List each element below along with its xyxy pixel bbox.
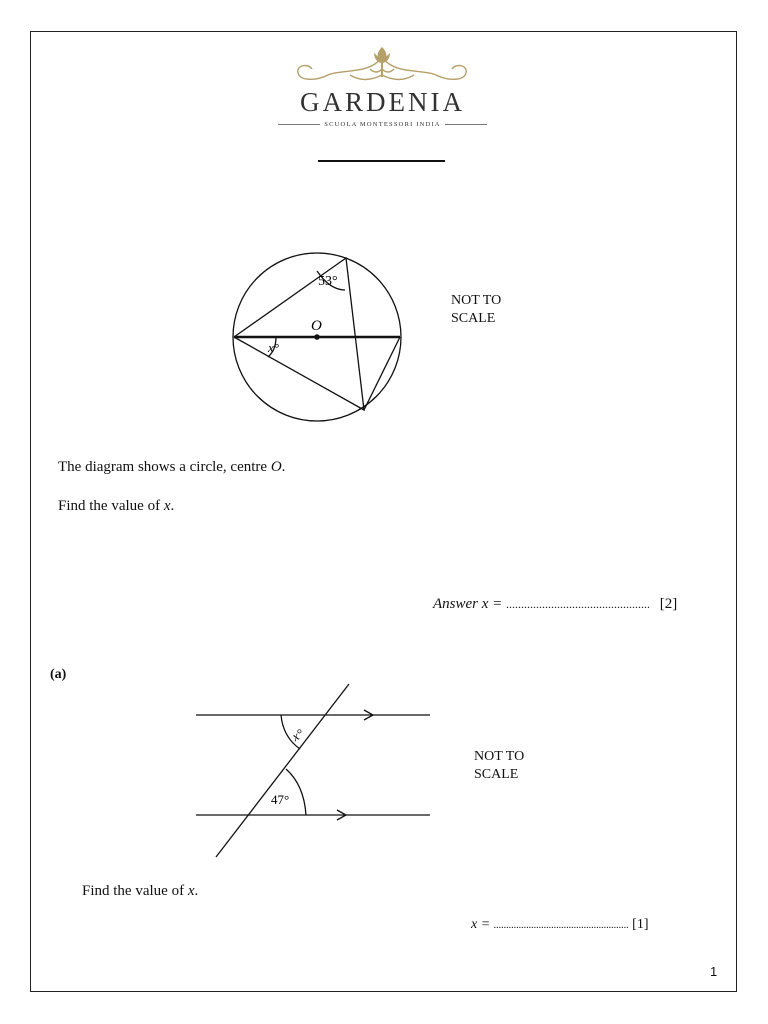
q2-find-end: . [194,883,199,899]
not-to-scale-line-4: SCALE [474,767,519,782]
logo-name: GARDENIA [300,87,465,117]
q2-part-label: (a) [50,667,67,682]
q1-answer-line [433,597,677,612]
q1-find [58,499,174,514]
title-underline [318,160,445,162]
centre-o-label: O [311,318,322,334]
q1-statement [58,460,285,475]
q2-find [82,884,198,899]
q2-answer-label: x = [471,917,491,932]
q2-find-text: Find the value of [82,883,188,899]
q1-find-text: Find the value of [58,498,164,514]
q1-find-end: . [170,498,175,514]
q2-marks: [1] [632,917,649,932]
circle-diagram [225,240,410,430]
not-to-scale-note-2 [474,748,524,784]
q1-statement-var: O [270,459,282,475]
q1-answer-label: Answer x = [433,596,503,612]
angle-53-label: 53° [318,274,338,289]
not-to-scale-line-1: NOT TO [451,293,502,308]
q1-answer-blank[interactable]: ................................................ [506,597,651,611]
page-number: 1 [710,964,718,979]
q1-find-var: x [163,498,171,514]
q1-marks: [2] [659,596,678,612]
not-to-scale-note-1 [451,292,501,328]
angle-x-label-2: x° [289,725,307,745]
q2-find-var: x [187,883,195,899]
angle-47-label: 47° [271,792,290,807]
logo-subtitle [270,122,495,129]
school-logo [270,45,495,130]
logo-subtitle-text: SCUOLA MONTESSORI INDIA [324,121,441,128]
not-to-scale-line-2: SCALE [451,311,496,326]
q1-statement-text: The diagram shows a circle, centre [58,459,271,475]
q1-statement-end: . [281,459,286,475]
parallel-lines-diagram [190,680,440,860]
angle-x-label: x° [268,340,279,355]
q2-answer-line [471,918,649,932]
not-to-scale-line-3: NOT TO [474,749,525,764]
q2-answer-blank[interactable]: ...................................................... [493,920,629,931]
